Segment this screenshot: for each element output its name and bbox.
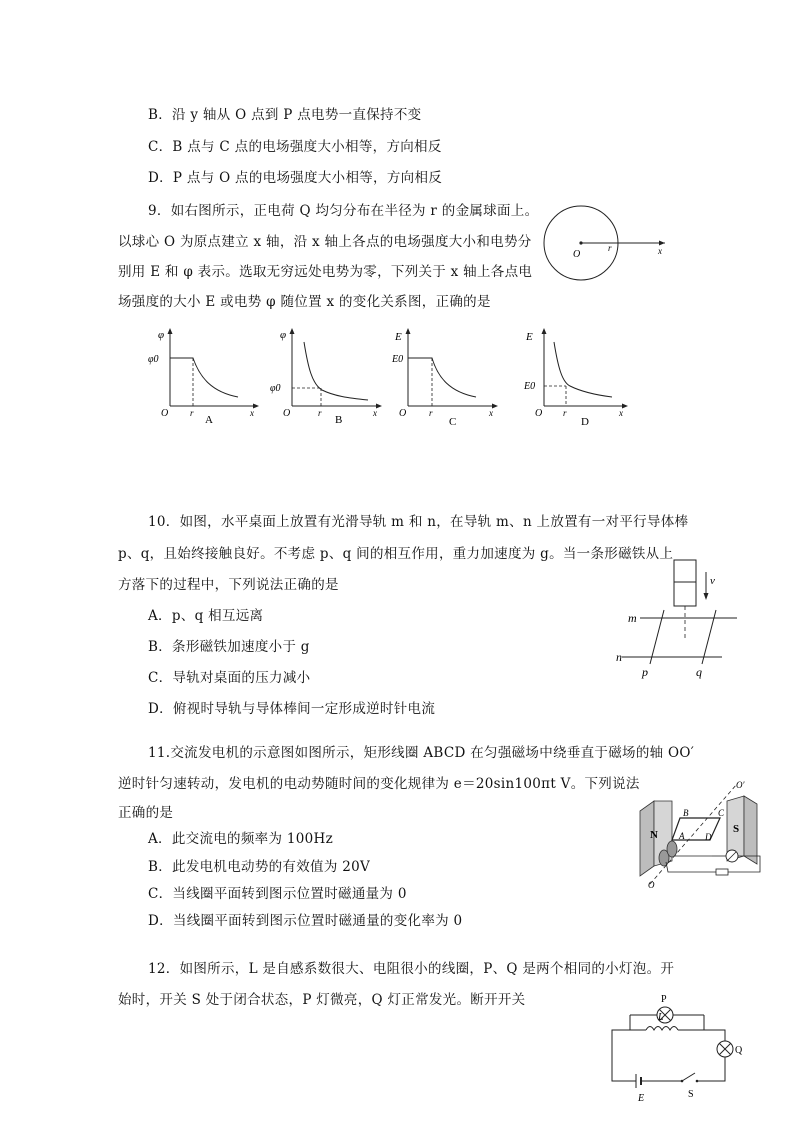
q11-stem-line1: 11.交流发电机的示意图如图所示，矩形线圈 ABCD 在匀强磁场中绕垂直于磁场的轴 OO′: [148, 745, 695, 761]
graph-a-origin: O: [161, 408, 169, 419]
graph-c-curve: [408, 358, 476, 397]
rail-n-label: n: [616, 650, 622, 664]
q11-stem-line2: 逆时针匀速转动，发电机的电动势随时间的变化规律为 e＝20sin100πt V。下列说法: [118, 776, 640, 792]
q10-option-d: D．俯视时导轨与导体棒间一定形成逆时针电流: [148, 701, 436, 717]
battery-e-label: E: [638, 1093, 645, 1104]
graph-b-curve: [304, 342, 368, 400]
axis-label-top: O′: [736, 780, 745, 790]
rail-m-label: m: [628, 611, 637, 625]
q10-stem-line3: 方落下的过程中，下列说法正确的是: [118, 577, 339, 593]
graph-d-option: D: [581, 416, 589, 428]
graph-c-ylabel: E: [395, 331, 402, 343]
graph-b-r: r: [318, 408, 322, 418]
magnet-n-label: N: [650, 829, 658, 841]
q10-option-c: C．导轨对桌面的压力减小: [148, 670, 311, 686]
x-axis-arrow: [659, 241, 665, 246]
q12-stem-line2: 始时，开关 S 处于闭合状态，P 灯微亮，Q 灯正常发光。断开开关: [118, 992, 526, 1008]
graph-c-origin: O: [399, 408, 407, 419]
magnet-bottom: [674, 582, 696, 606]
q12-stem-line1: 12．如图所示，L 是自感系数很大、电阻很小的线圈，P、Q 是两个相同的小灯泡。开: [148, 961, 675, 977]
graph-a-x: x: [250, 408, 254, 418]
coil-label-c: C: [718, 808, 725, 818]
q9-stem-line3: 别用 E 和 φ 表示。选取无穷远处电势为零，下列关于 x 轴上各点电: [118, 264, 533, 280]
coil-label-b: B: [683, 808, 689, 818]
rod-p-label: p: [642, 665, 648, 679]
graph-d-ylabel: E: [526, 331, 533, 343]
inductor-l-icon: [646, 1027, 678, 1031]
graph-b-level: φ0: [270, 383, 281, 394]
q11-option-a: A．此交流电的频率为 100Hz: [148, 831, 333, 847]
resistor-icon: [716, 869, 728, 875]
q9-stem-line2: 以球心 O 为原点建立 x 轴，沿 x 轴上各点的电场强度大小和电势分: [118, 234, 532, 250]
q10-stem-line2: p、q，且始终接触良好。不考虑 p、q 间的相互作用，重力加速度为 g。当一条形磁铁从上: [118, 546, 674, 562]
q9-sphere-figure: [540, 205, 680, 295]
coil-label-a: A: [679, 831, 685, 841]
graph-d-r: r: [563, 408, 567, 418]
switch-s-label: S: [688, 1089, 694, 1100]
rod-q-label: q: [696, 665, 702, 679]
graph-c-level: E0: [392, 354, 404, 365]
q11-option-d: D．当线圈平面转到图示位置时磁通量的变化率为 0: [148, 913, 463, 929]
q9-stem-line1: 9．如右图所示，正电荷 Q 均匀分布在半径为 r 的金属球面上。: [148, 203, 539, 219]
graph-d-x: x: [619, 408, 623, 418]
graph-a-curve: [170, 358, 238, 397]
magnet-s-label: S: [733, 823, 740, 835]
graph-c-x: x: [489, 408, 493, 418]
q12-circuit-figure: [600, 993, 760, 1105]
q9-graph-b: [268, 322, 393, 432]
q10-stem-line1: 10．如图，水平桌面上放置有光滑导轨 m 和 n，在导轨 m、n 上放置有一对平行导体棒: [148, 514, 689, 530]
q10-option-b: B．条形磁铁加速度小于 g: [148, 639, 310, 655]
q8-option-c: C．B 点与 C 点的电场强度大小相等，方向相反: [148, 139, 442, 155]
q8-option-b: B．沿 y 轴从 O 点到 P 点电势一直保持不变: [148, 107, 422, 123]
q8-option-d: D．P 点与 O 点的电场强度大小相等，方向相反: [148, 170, 443, 186]
q11-option-b: B．此发电机电动势的有效值为 20V: [148, 859, 371, 875]
q10-rails-figure: [612, 558, 747, 683]
graph-d-level: E0: [524, 381, 536, 392]
graph-d-curve: [554, 342, 612, 397]
graph-b-origin: O: [283, 408, 291, 419]
inductor-l-label: L: [658, 1012, 664, 1023]
graph-c-r: r: [429, 408, 433, 418]
graph-a-level: φ0: [148, 354, 159, 365]
graph-a-r: r: [190, 408, 194, 418]
graph-b-ylabel: φ: [280, 329, 287, 341]
graph-a-ylabel: φ: [158, 329, 165, 341]
lamp-p-label: P: [661, 994, 667, 1005]
sphere-origin-label: O: [573, 249, 581, 260]
q11-stem-line3: 正确的是: [118, 805, 174, 821]
coil-label-d: D: [705, 832, 712, 842]
q9-stem-line4: 场强度的大小 E 或电势 φ 随位置 x 的变化关系图，正确的是: [118, 294, 491, 310]
q9-graph-d: [520, 322, 645, 432]
velocity-label: v: [710, 575, 715, 587]
graph-a-option: A: [205, 414, 213, 426]
lamp-q-label: Q: [735, 1045, 743, 1056]
sphere-axis-label: x: [658, 246, 662, 256]
q11-option-c: C．当线圈平面转到图示位置时磁通量为 0: [148, 886, 407, 902]
q9-graph-a: [140, 322, 265, 432]
q9-graph-c: [390, 322, 515, 432]
graph-d-origin: O: [535, 408, 543, 419]
q11-generator-figure: [632, 776, 772, 891]
graph-b-x: x: [373, 408, 377, 418]
magnet-top: [674, 560, 696, 582]
graph-b-option: B: [335, 414, 343, 426]
q10-option-a: A．p、q 相互远离: [148, 608, 264, 624]
switch-s-icon: [682, 1073, 695, 1081]
axis-label-bottom: O: [648, 880, 655, 890]
sphere-radius-label: r: [608, 243, 612, 253]
graph-c-option: C: [449, 416, 457, 428]
